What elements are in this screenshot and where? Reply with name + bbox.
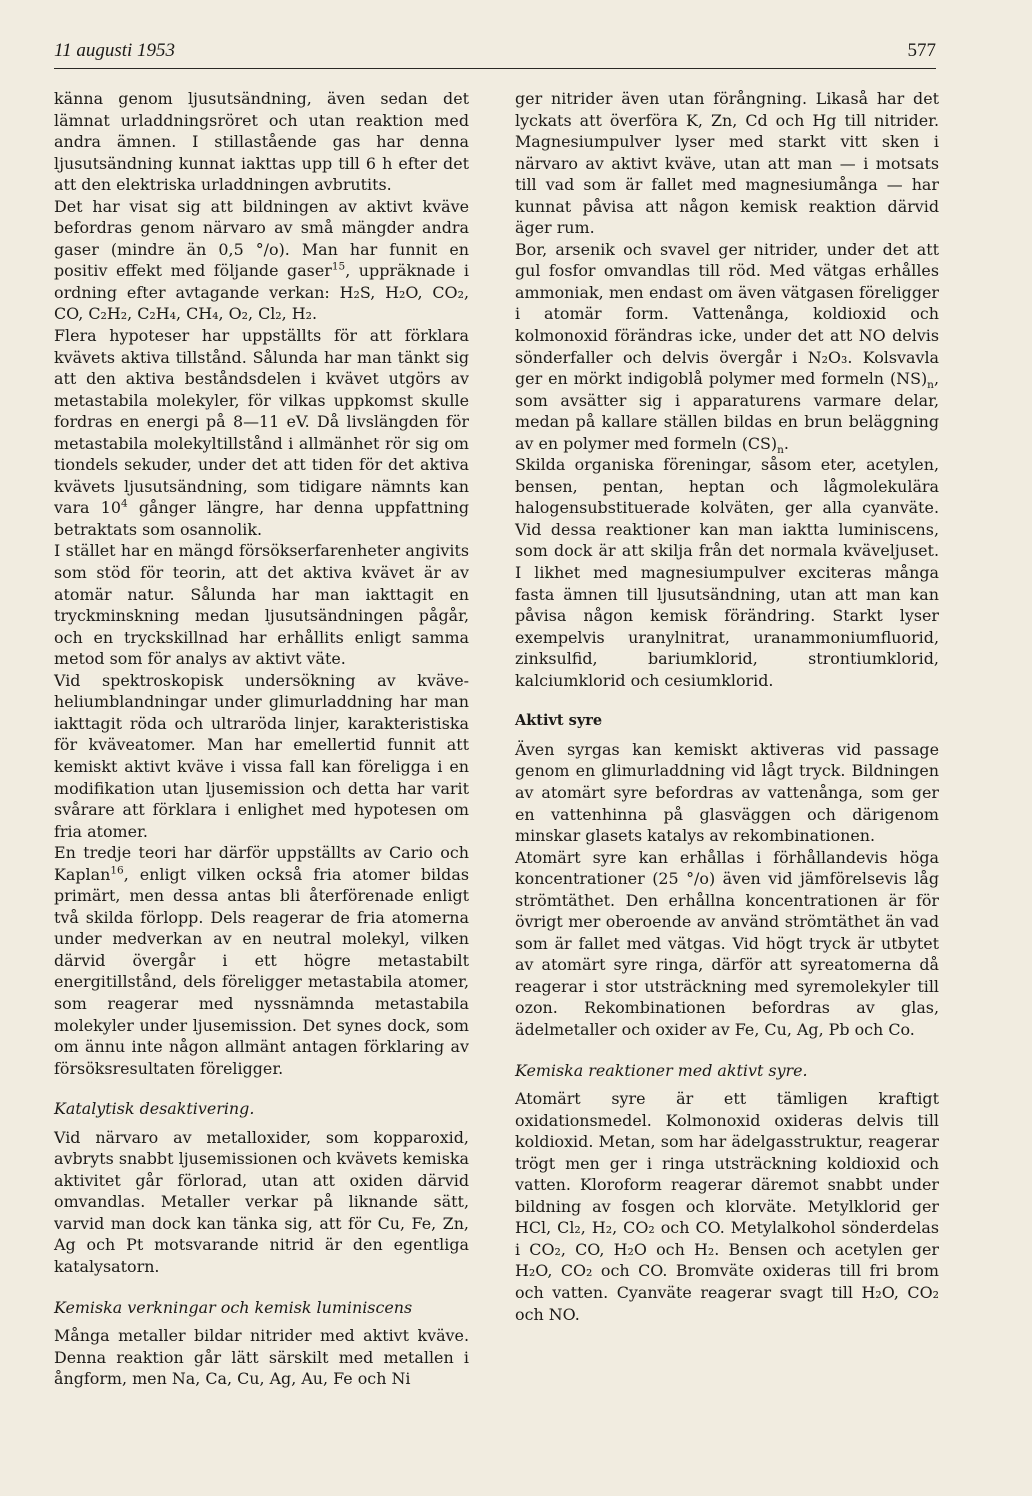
section-heading: Kemiska reaktioner med aktivt syre. xyxy=(515,1060,808,1080)
subscript: n xyxy=(927,379,934,392)
paragraph: Många metaller bildar nitrider med aktivt kväve. Denna reaktion går lätt särskilt med metallen i ångform, men Na, Ca, Cu, Ag, Au, Fe och Ni xyxy=(54,1326,469,1389)
section-heading: Kemiska verkningar och kemisk luminiscens xyxy=(54,1297,413,1317)
subscript: n xyxy=(777,443,784,456)
running-header xyxy=(54,38,936,69)
page-number: 577 xyxy=(907,40,936,61)
footnote-ref: 16 xyxy=(110,864,124,877)
paragraph: Även syrgas kan kemiskt aktiveras vid passage genom en glimurladdning vid lågt tryck. Bildningen av atomärt syre befordras av vattenånga, som ger en vattenhinna på glasväggen och därigenom minskar glasets katalys av rekombinationen. xyxy=(515,739,939,846)
paragraph: känna genom ljusutsändning, även sedan det lämnat urladdningsröret och utan reaktion med andra ämnen. I stillastående gas har denna ljusutsändning kunnat iakttas upp till 6 h efter det att den elektriska urladdningen avbrutits. xyxy=(54,89,469,195)
paragraph: I stället har en mängd försökserfarenheter angivits som stöd för teorin, att det aktiva kvävet är av atomär natur. Sålunda har man iakttagit en tryckminskning medan ljusutsändningen pågår, och en tryckskillnad har erhållits enligt samma metod som för analys av aktivt väte. xyxy=(54,541,469,669)
paragraph: Atomärt syre är ett tämligen kraftigt oxidationsmedel. Kolmonoxid oxideras delvis till koldioxid. Metan, som har ädelgasstruktur, reagerar trögt men ger i ringa utsträckning koldioxid och vatten. Kloroform reagerar däremot snabbt under bildning av fosgen och klorväte. Metylklorid ger HCl, Cl₂, H₂, CO₂ och CO. Metylalkohol sönderdelas i CO₂, CO, H₂O och H₂. Bensen och acetylen ger H₂O, CO₂ och CO. Bromväte oxideras till fri brom och vatten. Cyanväte reagerar svagt till H₂O, CO₂ och NO. xyxy=(515,1089,939,1324)
paragraph: ger nitrider även utan förångning. Likaså har det lyckats att överföra K, Zn, Cd och Hg till nitrider. Magnesiumpulver lyser med starkt vitt sken i närvaro av aktivt kväve, utan att man — i motsats till vad som är fallet med magnesiumånga — har kunnat påvisa att någon kemisk reaktion därvid äger rum. xyxy=(515,89,939,238)
left-column xyxy=(54,88,469,1390)
paragraph: Det har visat sig att bildningen av aktivt kväve befordras genom närvaro av små mängder andra gaser (mindre än 0,5 °/o). Man har funnit en positiv effekt med följande gaser$^{15}$, uppräknade i ordning efter avtagande verkan: H₂S, H₂O, CO₂, CO, C₂H₂, C₂H₄, CH₄, O₂, Cl₂, H₂. xyxy=(54,196,469,324)
right-column xyxy=(515,88,939,1325)
issue-date: 11 augusti 1953 xyxy=(54,40,176,61)
paragraph: En tredje teori har därför uppställts av Cario och Kaplan$^{16}$, enligt vilken också fria atomer bildas primärt, men dessa antas bli återförenade enligt två skilda förlopp. Dels reagerar de fria atomerna under medverkan av en neutral molekyl, vilken därvid övergår i ett högre metastabilt energitillstånd, dels föreligger metastabila atomer, som reagerar med nyssnämnda metastabila molekyler under ljusemission. Det synes dock, som om ännu inte någon allmänt antagen förklaring av försöksresultaten föreligger. xyxy=(54,843,469,1078)
section-heading: Katalytisk desaktivering. xyxy=(54,1099,255,1119)
paragraph: Atomärt syre kan erhållas i förhållandevis höga koncentrationer (25 °/o) även vid jämförelsevis låg strömtäthet. Den erhållna koncentrationen är för övrigt mer oberoende av använd strömtäthet än vad som är fallet med vätgas. Vid högt tryck är utbytet av atomärt syre ringa, därför att syreatomerna då reagerar i stor utsträckning med syremolekyler till ozon. Rekombinationen befordras av glas, ädelmetaller och oxider av Fe, Cu, Ag, Pb och Co. xyxy=(515,847,939,1039)
footnote-ref: 15 xyxy=(331,261,346,274)
section-heading: Aktivt syre xyxy=(515,712,603,730)
paragraph: Vid spektroskopisk undersökning av kväve-heliumblandningar under glimurladdning har man iakttagit röda och ultraröda linjer, karakteristiska för kväveatomer. Man har emellertid funnit att kemiskt aktivt kväve i vissa fall kan föreligga i en modifikation utan ljusemission och detta har varit svårare att förklara i enlighet med hypotesen om fria atomer. xyxy=(54,670,469,841)
paragraph: Bor, arsenik och svavel ger nitrider, under det att gul fosfor omvandlas till röd. Med vätgas erhålles ammoniak, men endast om även vätgasen föreligger i atomär form. Vattenånga, koldioxid och kolmonoxid förändras icke, under det att NO delvis sönderfaller och delvis övergår i N₂O₃. Kolsvavla ger en mörkt indigoblå polymer med formeln $(NS)_n$, som avsätter sig i apparaturens varmare delar, medan på kallare ställen bildas en brun beläggning av en polymer med formeln $(CS)_n$. xyxy=(515,239,939,456)
paragraph: Skilda organiska föreningar, såsom eter, acetylen, bensen, pentan, heptan och lågmolekulära halogensubstituerade kolväten, ger alla cyanväte. Vid dessa reaktioner kan man iaktta luminiscens, som dock är att skilja från det normala kväveljuset. I likhet med magnesiumpulver exciteras många fasta ämnen till ljusutsändning, utan att man kan påvisa någon kemisk förändring. Starkt lyser exempelvis uranylnitrat, uranammoniumfluorid, zinksulfid, bariumklorid, strontiumklorid, kalciumklorid och cesiumklorid. xyxy=(515,455,939,690)
paragraph: Vid närvaro av metalloxider, som kopparoxid, avbryts snabbt ljusemissionen och kvävets kemiska aktivitet går förlorad, utan att oxiden därvid omvandlas. Metaller verkar på liknande sätt, varvid man dock kan tänka sig, att för Cu, Fe, Zn, Ag och Pt motsvarande nitrid är den egentliga katalysatorn. xyxy=(54,1127,469,1276)
paragraph: Flera hypoteser har uppställts för att förklara kvävets aktiva tillstånd. Sålunda har man tänkt sig att den aktiva beståndsdelen i kvävet utgörs av metastabila molekyler, för vilkas uppkomst skulle fordras en energi på 8—11 eV. Då livslängden för metastabila molekyltillstånd i allmänhet rör sig om tiondels sekuder, under det att tiden för det aktiva kvävets ljusutsändning, som tidigare nämnts kan vara $10^4$ gånger längre, har denna uppfattning betraktats som osannolik. xyxy=(54,326,469,539)
exponent: 4 xyxy=(120,498,128,511)
